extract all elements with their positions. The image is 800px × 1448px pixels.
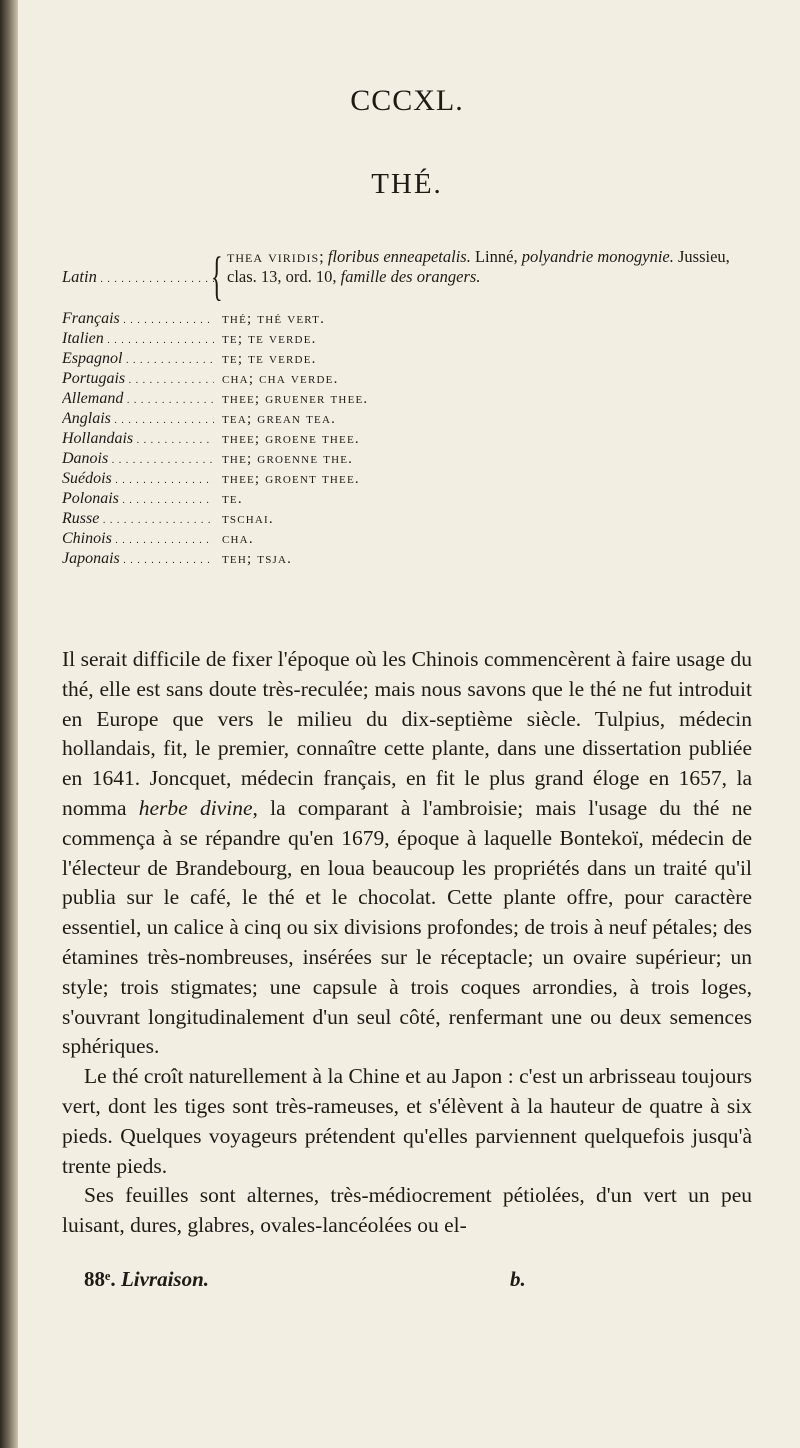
latin-description xyxy=(227,247,752,287)
common-name: thee; groent thee. xyxy=(222,471,360,487)
name-row-danois xyxy=(62,449,752,469)
nomenclature-list xyxy=(62,247,752,569)
common-name: tschai. xyxy=(222,511,274,527)
name-row-polonais xyxy=(62,489,752,509)
language-label: Portugais . . . xyxy=(62,369,214,391)
name-row-hollandais xyxy=(62,429,752,449)
language-label: Hollandais . . . xyxy=(62,429,214,451)
common-name: thé; thé vert. xyxy=(222,311,326,327)
common-name: thee; groene thee. xyxy=(222,431,360,447)
name-row-portugais xyxy=(62,369,752,389)
book-spine-shadow xyxy=(0,0,18,1448)
paragraph-history xyxy=(62,645,752,1062)
latin-label: Latin . . . xyxy=(62,267,214,290)
latin-entry xyxy=(62,247,752,309)
signature-number: 88ᵉ. xyxy=(84,1267,116,1291)
common-name: te; te verde. xyxy=(222,331,317,347)
language-label: Espagnol . . . xyxy=(62,349,214,371)
book-page xyxy=(62,0,752,1448)
latin-genus: thea viridis xyxy=(227,247,320,266)
latin-separator: ; xyxy=(319,247,328,266)
common-name: te; te verde. xyxy=(222,351,317,367)
name-row-anglais xyxy=(62,409,752,429)
latin-species-phrase: floribus enneapetalis. xyxy=(327,247,471,266)
latin-linne: Linné, xyxy=(470,247,522,266)
name-row-russe xyxy=(62,509,752,529)
language-label: Chinois . . . xyxy=(62,529,214,551)
name-row-chinois xyxy=(62,529,752,549)
latin-jussieu: Jussieu, clas. 13, ord. 10, xyxy=(227,247,730,286)
paragraph-leaves: Ses feuilles sont alternes, très-médiocrement pétiolées, d'un vert un peu luisant, dures, glabres, ovales-lancéolées ou el- xyxy=(62,1183,752,1238)
language-label: Suédois . . . xyxy=(62,469,214,491)
paragraph-history-part1: Il serait difficile de fixer l'époque où les Chinois commencèrent à faire usage du thé, elle est sans doute très-reculée; mais nous savons que le thé ne fut introduit en Europe que vers le milieu du dix-septième siècle. Tulpius, médecin hollandais, fit, le premier, connaître cette plante, dans une dissertation publiée en 1641. Joncquet, médecin français, en fit le plus grand éloge en 1657, la nomma xyxy=(62,647,752,820)
gathering-mark: b. xyxy=(510,1267,526,1291)
latin-class-linne: polyandrie monogynie. xyxy=(521,247,674,266)
signature-line xyxy=(84,1267,209,1292)
livraison-label: Livraison. xyxy=(120,1267,210,1291)
name-row-japonais xyxy=(62,549,752,569)
language-label: Anglais . . . xyxy=(62,409,214,431)
paragraph-habitat: Le thé croît naturellement à la Chine et au Japon : c'est un arbrisseau toujours vert, dont les tiges sont très-rameuses, et s'élèvent à la hauteur de quatre à six pieds. Quelques voyageurs prétendent qu'elles parviennent quelquefois jusqu'à trente pieds. xyxy=(62,1064,752,1178)
page-title: THÉ. xyxy=(371,168,443,200)
common-name: thee; gruener thee. xyxy=(222,391,369,407)
common-name: te. xyxy=(222,491,243,507)
name-row-francais xyxy=(62,309,752,329)
language-label: Polonais . . . xyxy=(62,489,214,511)
latin-family: famille des orangers. xyxy=(340,267,481,286)
paragraph-history-part2: , la comparant à l'ambroisie; mais l'usage du thé ne commença à se répandre qu'en 1679, époque à laquelle Bontekoï, médecin de l'électeur de Brandebourg, en loua beaucoup les propriétés dans un traité qu'il publia sur le café, le thé et le chocolat. Cette plante offre, pour caractère essentiel, un calice à cinq ou six divisions profondes; de trois à neuf pétales; des étamines très-nombreuses, insérées sur le réceptacle; un ovaire supérieur; un style; trois stigmates; une capsule à trois coques arrondies, à trois loges, s'ouvrant longitudinalement d'un seul côté, renfermant une ou deux semences sphériques. xyxy=(62,795,752,1059)
language-label: Allemand . . . xyxy=(62,389,214,411)
common-name: teh; tsja. xyxy=(222,551,293,567)
language-label: Français . . . xyxy=(62,309,214,331)
language-label: Danois . . . xyxy=(62,449,214,471)
herbe-divine-phrase: herbe divine xyxy=(138,795,253,820)
plate-number: CCCXL. xyxy=(350,84,464,117)
name-row-italien xyxy=(62,329,752,349)
brace-glyph: { xyxy=(211,246,223,306)
language-label: Russe . . . xyxy=(62,509,214,531)
name-row-allemand xyxy=(62,389,752,409)
language-label: Italien . . . xyxy=(62,329,214,351)
language-label: Japonais . . . xyxy=(62,549,214,571)
common-name: cha. xyxy=(222,531,254,547)
common-name: cha; cha verde. xyxy=(222,371,339,387)
name-row-espagnol xyxy=(62,349,752,369)
common-name: tea; grean tea. xyxy=(222,411,337,427)
common-name: the; groenne the. xyxy=(222,451,354,467)
body-text xyxy=(62,645,752,1241)
name-row-suedois xyxy=(62,469,752,489)
